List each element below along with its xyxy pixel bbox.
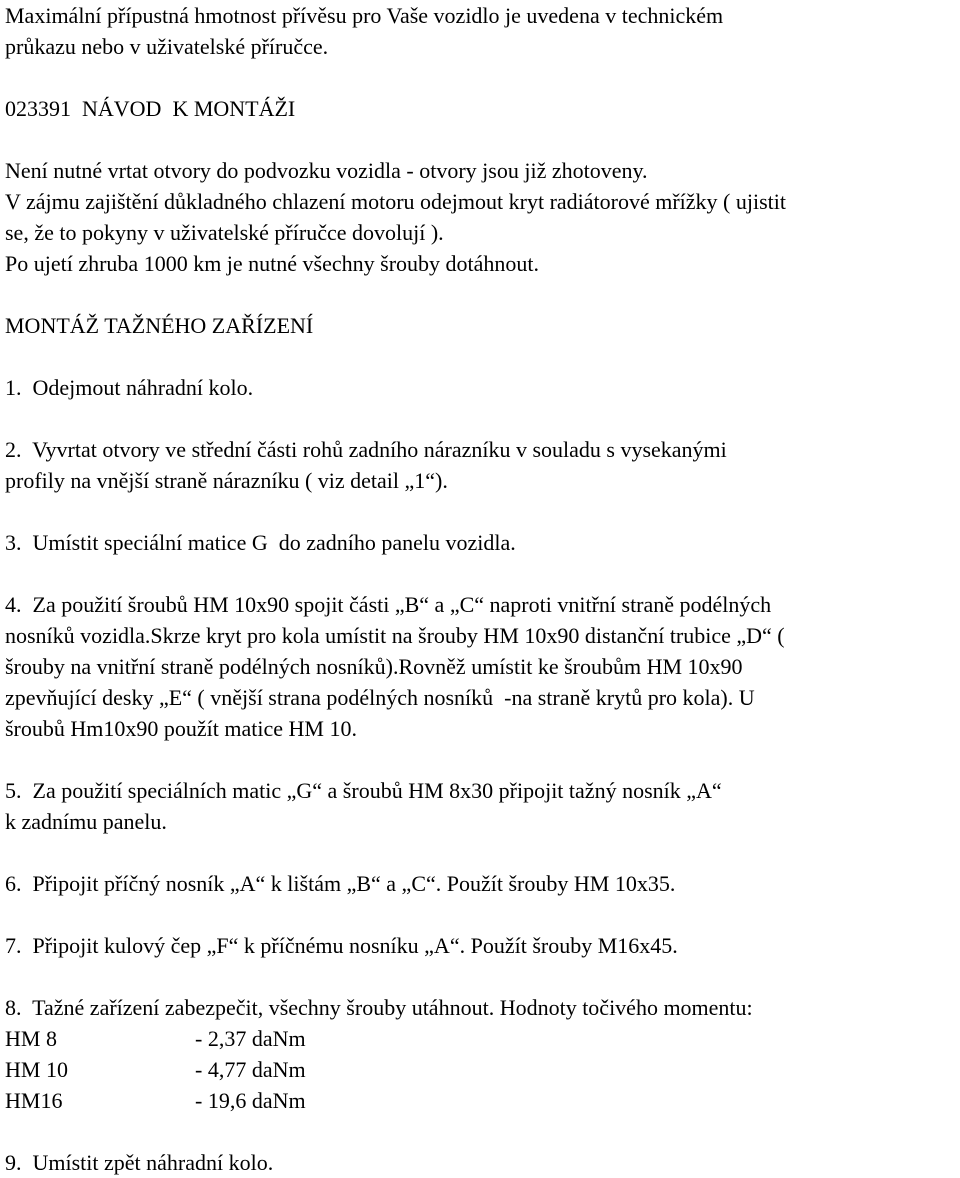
section-heading: MONTÁŽ TAŽNÉHO ZAŘÍZENÍ: [5, 313, 314, 338]
note-line-1: Není nutné vrtat otvory do podvozku vozidla - otvory jsou již zhotoveny.: [5, 158, 648, 183]
torque-row: [5, 1085, 955, 1116]
note-line-4: Po ujetí zhruba 1000 km je nutné všechny šrouby dotáhnout.: [5, 251, 540, 276]
intro-line-2: průkazu nebo v uživatelské příručce.: [5, 34, 329, 59]
torque-bolt: HM16: [5, 1088, 63, 1113]
torque-bolt: HM 8: [5, 1026, 57, 1051]
step-4-line-2: nosníků vozidla.Skrze kryt pro kola umístit na šrouby HM 10x90 distanční trubice „D“ (: [5, 623, 785, 648]
torque-bolt: HM 10: [5, 1057, 68, 1082]
step-8: 8. Tažné zařízení zabezpečit, všechny šrouby utáhnout. Hodnoty točivého momentu:: [5, 995, 753, 1020]
torque-row: [5, 1054, 955, 1085]
document-page: [5, 0, 955, 1178]
step-4-line-5: šroubů Hm10x90 použít matice HM 10.: [5, 716, 357, 741]
step-1: 1. Odejmout náhradní kolo.: [5, 375, 254, 400]
torque-value: - 2,37 daNm: [195, 1026, 306, 1051]
torque-table: [5, 1023, 955, 1116]
torque-row: [5, 1023, 955, 1054]
step-4-line-1: 4. Za použití šroubů HM 10x90 spojit části „B“ a „C“ naproti vnitřní straně podélných: [5, 592, 772, 617]
note-line-2: V zájmu zajištění důkladného chlazení motoru odejmout kryt radiátorové mřížky ( ujistit: [5, 189, 786, 214]
step-3: 3. Umístit speciální matice G do zadního panelu vozidla.: [5, 530, 516, 555]
step-7: 7. Připojit kulový čep „F“ k příčnému nosníku „A“. Použít šrouby M16x45.: [5, 933, 678, 958]
step-2-line-2: profily na vnější straně nárazníku ( viz detail „1“).: [5, 468, 448, 493]
torque-value: - 4,77 daNm: [195, 1057, 306, 1082]
intro-line-1: Maximální přípustná hmotnost přívěsu pro Vaše vozidlo je uvedena v technickém: [5, 3, 724, 28]
step-2-line-1: 2. Vyvrtat otvory ve střední části rohů zadního nárazníku v souladu s vysekanými: [5, 437, 727, 462]
step-5-line-1: 5. Za použití speciálních matic „G“ a šroubů HM 8x30 připojit tažný nosník „A“: [5, 778, 722, 803]
step-4-line-4: zpevňující desky „E“ ( vnější strana podélných nosníků -na straně krytů pro kola). U: [5, 685, 755, 710]
document-title: 023391 NÁVOD K MONTÁŽI: [5, 96, 296, 121]
note-line-3: se, že to pokyny v uživatelské příručce dovolují ).: [5, 220, 444, 245]
step-5-line-2: k zadnímu panelu.: [5, 809, 167, 834]
torque-value: - 19,6 daNm: [195, 1088, 306, 1113]
step-9: 9. Umístit zpět náhradní kolo.: [5, 1150, 274, 1175]
step-6: 6. Připojit příčný nosník „A“ k lištám „B“ a „C“. Použít šrouby HM 10x35.: [5, 871, 676, 896]
step-4-line-3: šrouby na vnitřní straně podélných nosníků).Rovněž umístit ke šroubům HM 10x90: [5, 654, 743, 679]
